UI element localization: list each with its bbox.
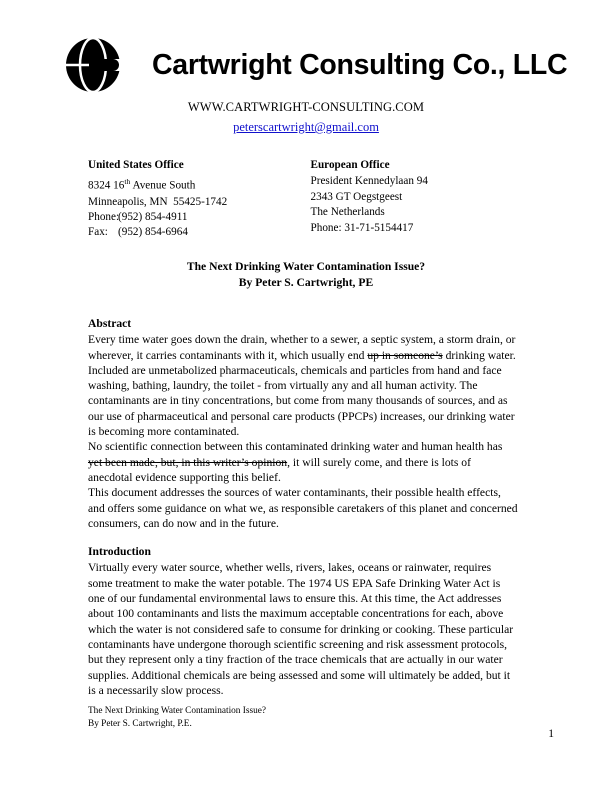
- byline: By Peter S. Cartwright, PE: [238, 275, 374, 289]
- document-body: [88, 316, 518, 698]
- abstract-paragraph-1: [88, 332, 518, 439]
- page-number: 1: [548, 728, 554, 740]
- eu-office-address2: 2343 GT Oegstgeest: [310, 190, 403, 203]
- introduction-paragraph-1: Virtually every water source, whether wells, rivers, lakes, oceans or rainwater, requires some treatment to make the water potable. The 1974 US EPA Safe Drinking Water Act is one of our fundamental environmental laws to ensure this. At this time, the Act addresses about 100 contaminants and lists the maximum acceptable concentrations for each, above which the water is not considered safe to consume for drinking or cooking. These particular contaminants have undergone thorough scientific screening and risk assessment protocols, but they represent only a tiny fraction of the trace chemicals that are actually in our water supplies. Additional chemicals are being assessed and some will ultimately be added, but it is a necessarily slow process.: [88, 561, 514, 697]
- document-title-block: [0, 259, 612, 290]
- abstract-p2-part-a: No scientific connection between this contaminated drinking water and human health has: [88, 440, 503, 454]
- us-office-fax-row: [88, 225, 306, 240]
- abstract-p2-strikethrough: yet been made, but, in this writer’s opinion: [88, 455, 288, 469]
- abstract-paragraph-2: [88, 439, 518, 485]
- eu-phone-label: Phone:: [310, 221, 342, 234]
- eu-phone-value: 31-71-5154417: [341, 221, 414, 234]
- us-address1-post: Avenue South: [130, 180, 196, 193]
- us-office-address2: Minneapolis, MN 55425-1742: [88, 195, 228, 208]
- offices-block: [88, 158, 528, 241]
- page-title: The Next Drinking Water Contamination Issue?: [186, 260, 426, 273]
- us-office-title: United States Office: [88, 159, 184, 171]
- eu-office-country: The Netherlands: [310, 206, 385, 219]
- eu-office-phone-row: [311, 221, 529, 236]
- abstract-p1-strikethrough: up in someone’s: [367, 348, 443, 362]
- us-phone-label: Phone:: [88, 210, 120, 223]
- eu-office-title: European Office: [310, 159, 390, 171]
- footer-line-author: By Peter S. Cartwright, P.E.: [88, 718, 192, 729]
- us-phone-value: (952) 854-4911: [118, 210, 188, 223]
- abstract-paragraph-3: This document addresses the sources of water contaminants, their possible health effects, and offers some guidance on what we, as responsible caretakers of this planet and concerned consumers, can do now and in the future.: [88, 486, 518, 530]
- european-office: [306, 158, 529, 241]
- us-office-phone-row: [88, 210, 306, 225]
- abstract-heading: Abstract: [88, 317, 132, 330]
- introduction-heading: Introduction: [88, 545, 151, 559]
- eu-office-address1: President Kennedylaan 94: [310, 175, 428, 188]
- us-office-address1: [88, 174, 306, 194]
- globe-monogram-logo-icon: [62, 36, 124, 94]
- email-link[interactable]: peterscartwright@gmail.com: [233, 120, 379, 134]
- website-url: WWW.CARTWRIGHT-CONSULTING.COM: [187, 100, 425, 114]
- section-spacer: [88, 531, 518, 544]
- us-fax-value: (952) 854-6964: [118, 226, 188, 239]
- us-office: [88, 158, 306, 241]
- abstract-p2-part-b: , it will surely come, and there is lots of anecdotal evidence supporting this belief.: [88, 455, 471, 484]
- company-name: Cartwright Consulting Co., LLC: [152, 48, 568, 81]
- footer-line-title: The Next Drinking Water Contamination Issue?: [88, 706, 267, 716]
- us-fax-label: Fax:: [88, 226, 108, 239]
- page-footer: [88, 705, 518, 730]
- letterhead-header: [62, 34, 568, 96]
- us-address1-ordinal: th: [124, 177, 131, 187]
- contact-web-block: [0, 100, 612, 135]
- abstract-p1-part-b: drinking water. Included are unmetabolized pharmaceuticals, chemicals and particles from hand and face washing, bathing, laundry, the toilet - from virtually any and all human activity. The contaminants are in tiny concentrations, but come from many thousands of sources, and as our use of pharmaceutical and personal care products (PPCPs) increases, our drinking water is becoming more contaminated.: [88, 348, 516, 439]
- us-address1-pre: 8324 16: [88, 180, 125, 193]
- abstract-p1-part-a: Every time water goes down the drain, whether to a sewer, a septic system, a storm drain, or wherever, it carries contaminants with it, which usually end: [88, 333, 516, 362]
